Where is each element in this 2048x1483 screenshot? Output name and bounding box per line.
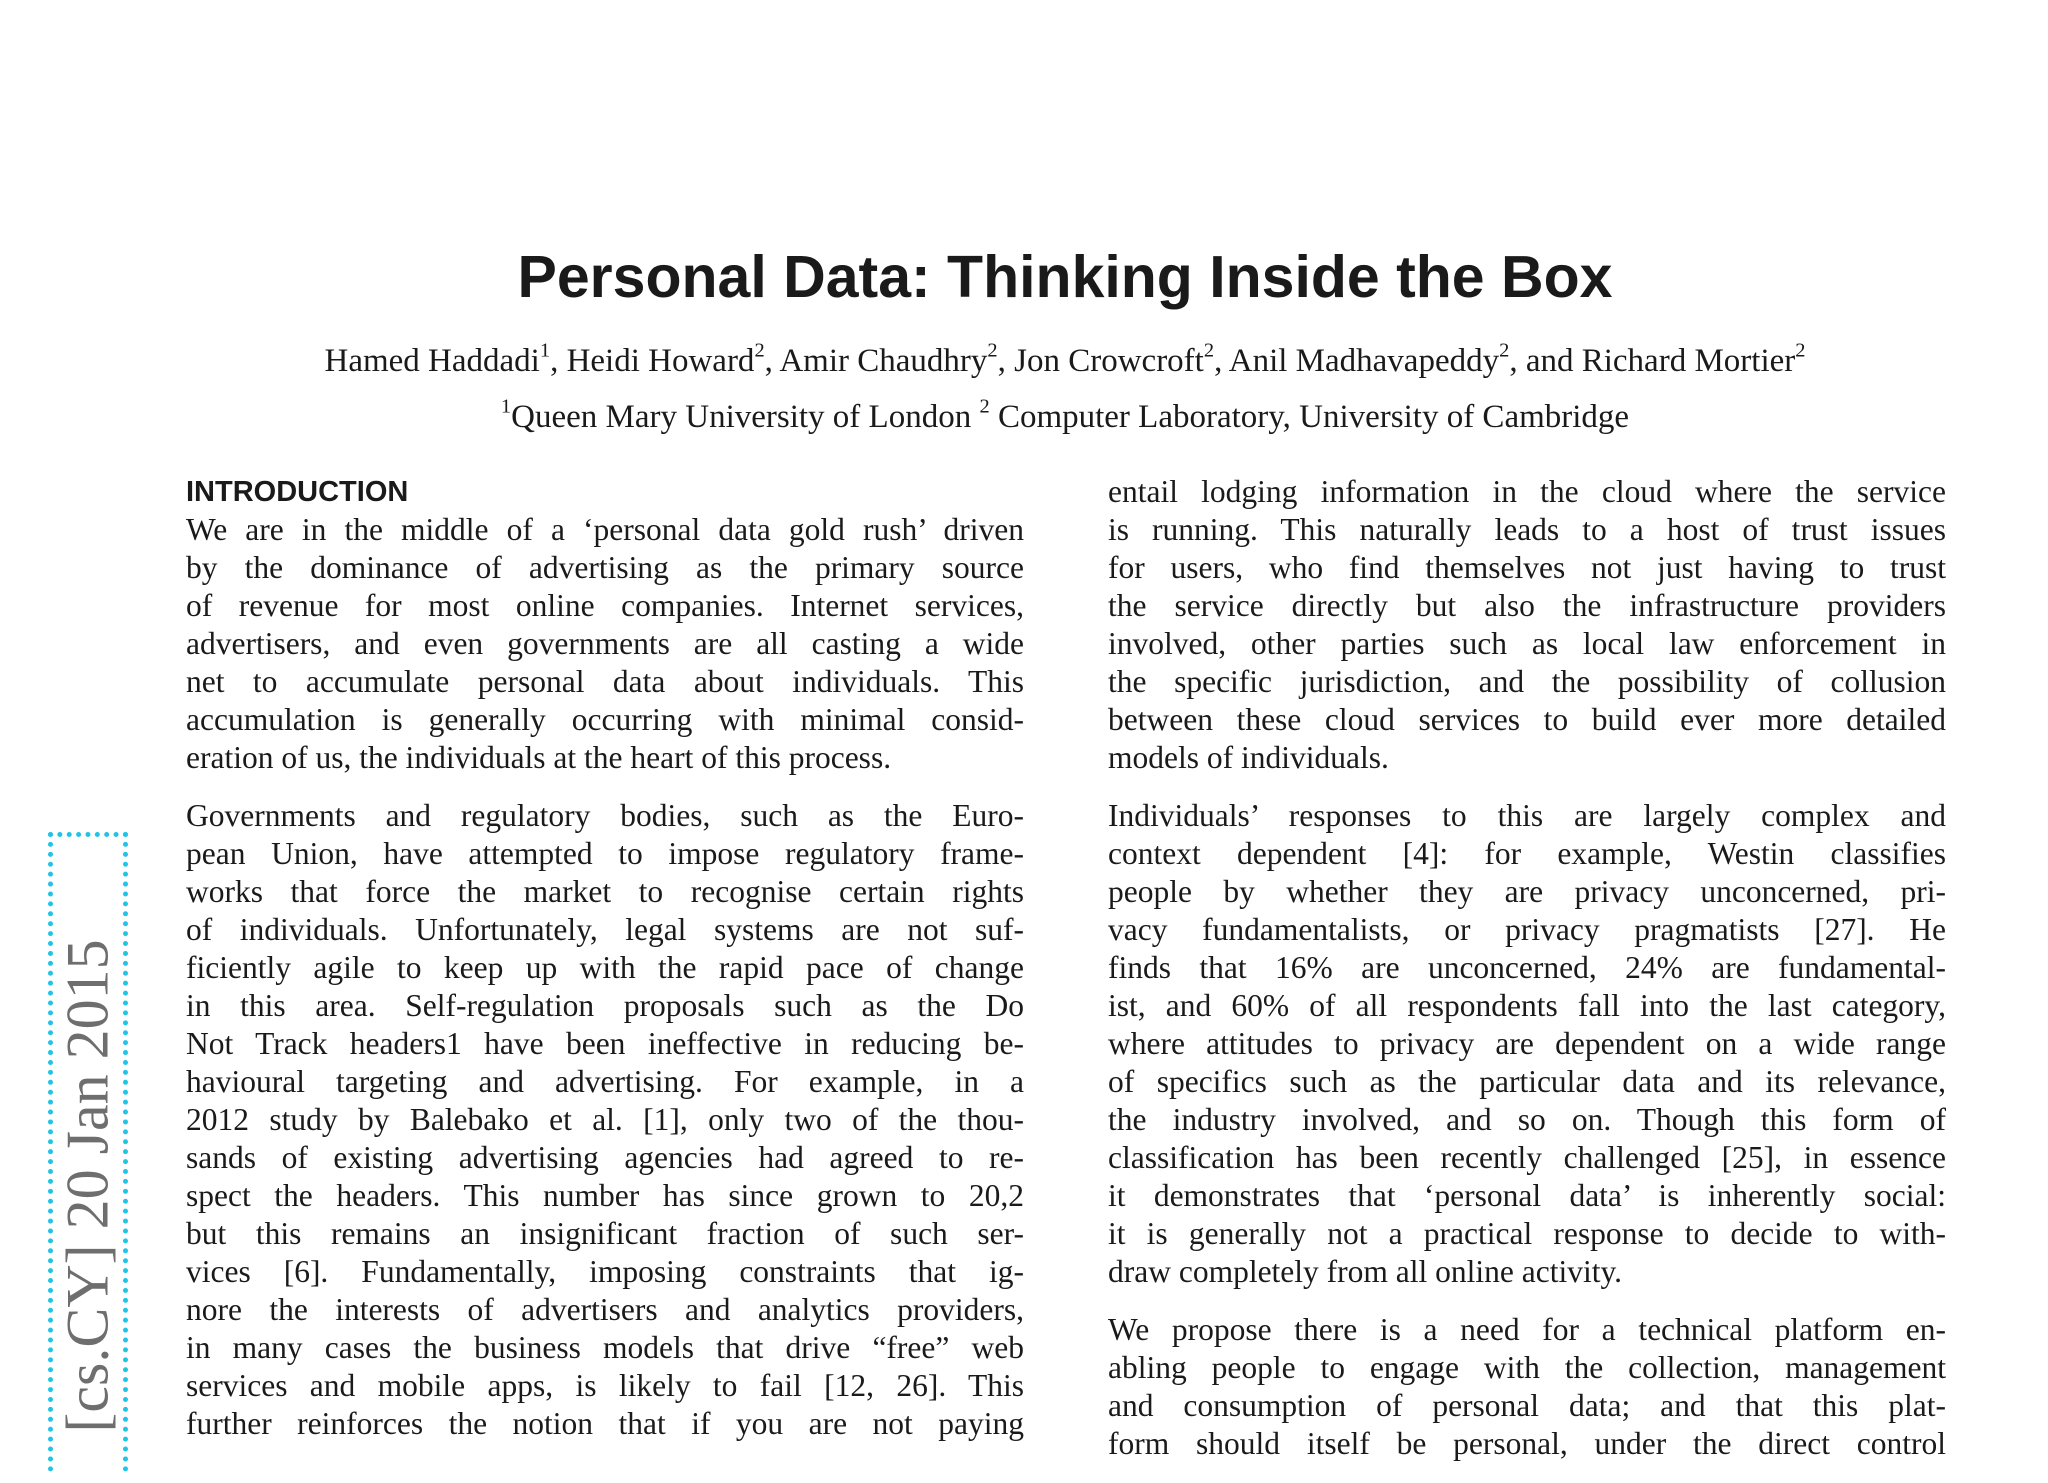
text-line: it demonstrates that ‘personal data’ is inherently social: [1108,1178,1946,1213]
text-line: further reinforces the notion that if you are not paying [186,1406,1024,1441]
text-line: spect the headers. This number has since grown to 20,2 [186,1178,1024,1213]
text-line: in this area. Self-regulation proposals such as the Do [186,988,1024,1023]
text-line: abling people to engage with the collection, management [1108,1350,1946,1385]
text-line: people by whether they are privacy unconcerned, pri- [1108,874,1946,909]
right-column [1108,473,1946,1483]
text-line: context dependent [4]: for example, Westin classifies [1108,836,1946,871]
paragraph [1108,473,1946,777]
author-list [0,338,2048,384]
text-line: in many cases the business models that drive “free” web [186,1330,1024,1365]
text-line: We propose there is a need for a technical platform en- [1108,1312,1946,1347]
text-line: eration of us, the individuals at the heart of this process. [186,740,892,775]
affiliation: Queen Mary University of London [511,399,980,435]
text-line: accumulation is generally occurring with minimal consid- [186,702,1024,737]
text-line: entail lodging information in the cloud where the service [1108,474,1946,509]
text-line: Governments and regulatory bodies, such as the Euro- [186,798,1024,833]
text-line: We are in the middle of a ‘personal data gold rush’ driven [186,512,1024,547]
text-line: of revenue for most online companies. Internet services, [186,588,1024,623]
text-line: the industry involved, and so on. Though this form of [1108,1102,1946,1137]
text-line: for users, who find themselves not just having to trust [1108,550,1946,585]
text-line: 2012 study by Balebako et al. [1], only two of the thou- [186,1102,1024,1137]
text-line: where attitudes to privacy are dependent on a wide range [1108,1026,1946,1061]
text-line: between these cloud services to build ever more detailed [1108,702,1946,737]
text-line: havioural targeting and advertising. For example, in a [186,1064,1024,1099]
text-line: works that force the market to recognise certain rights [186,874,1024,909]
text-line: form should itself be personal, under the direct control [1108,1426,1946,1461]
text-line: draw completely from all online activity. [1108,1254,1623,1289]
text-line: the specific jurisdiction, and the possibility of collusion [1108,664,1946,699]
text-line: of specifics such as the particular data and its relevance, [1108,1064,1946,1099]
text-line: models of individuals. [1108,740,1389,775]
text-line: classification has been recently challenged [25], in essence [1108,1140,1946,1175]
right-column-body [1108,473,1946,1463]
text-line: vacy fundamentalists, or privacy pragmatists [27]. He [1108,912,1946,947]
text-line: Not Track headers1 have been ineffective in reducing be- [186,1026,1024,1061]
author: Heidi Howard$^2$, [566,339,780,379]
text-line: finds that 16% are unconcerned, 24% are fundamental- [1108,950,1946,985]
paper-title: Personal Data: Thinking Inside the Box [517,244,1613,310]
text-line: sands of existing advertising agencies had agreed to re- [186,1140,1024,1175]
text-line: net to accumulate personal data about individuals. This [186,664,1024,699]
left-column-body [186,511,1024,1443]
text-line: nore the interests of advertisers and analytics providers, [186,1292,1024,1327]
paragraph [186,511,1024,777]
affiliation: Computer Laboratory, University of Cambridge [989,399,1630,435]
text-line: vices [6]. Fundamentally, imposing constraints that ig- [186,1254,1024,1289]
paragraph [1108,1311,1946,1463]
text-line: is running. This naturally leads to a host of trust issues [1108,512,1946,547]
text-line: pean Union, have attempted to impose regulatory frame- [186,836,1024,871]
text-line: involved, other parties such as local law enforcement in [1108,626,1946,661]
author: Amir Chaudhry$^2$, [779,339,1015,379]
section-heading: INTRODUCTION [186,476,409,508]
text-line: advertisers, and even governments are all casting a wide [186,626,1024,661]
text-line: of individuals. Unfortunately, legal systems are not suf- [186,912,1024,947]
author: Hamed Haddadi$^1$, [324,339,567,379]
author: Anil Madhavapeddy$^2$, and [1228,339,1582,379]
text-line: ist, and 60% of all respondents fall into the last category, [1108,988,1946,1023]
paragraph [1108,797,1946,1291]
text-line: the service directly but also the infrastructure providers [1108,588,1946,623]
paragraph [186,797,1024,1443]
left-column [186,473,1024,1463]
text-line: by the dominance of advertising as the primary source [186,550,1024,585]
text-line: but this remains an insignificant fraction of such ser- [186,1216,1024,1251]
arxiv-margin-stamp [48,832,128,1472]
arxiv-stamp-text: [cs.CY] 20 Jan 2015 [54,939,121,1433]
text-line: and consumption of personal data; and that this plat- [1108,1388,1946,1423]
text-line: ficiently agile to keep up with the rapid pace of change [186,950,1024,985]
text-line: it is generally not a practical response to decide to with- [1108,1216,1946,1251]
author: Jon Crowcroft$^2$, [1014,339,1229,379]
text-line: Individuals’ responses to this are largely complex and [1108,798,1946,833]
text-line: services and mobile apps, is likely to fail [12, 26]. This [186,1368,1024,1403]
author: Richard Mortier$^2$ [1581,339,1806,379]
affiliations: $^1$Queen Mary University of London $^2$ Computer Laboratory, University of Cambridge [500,395,1630,435]
